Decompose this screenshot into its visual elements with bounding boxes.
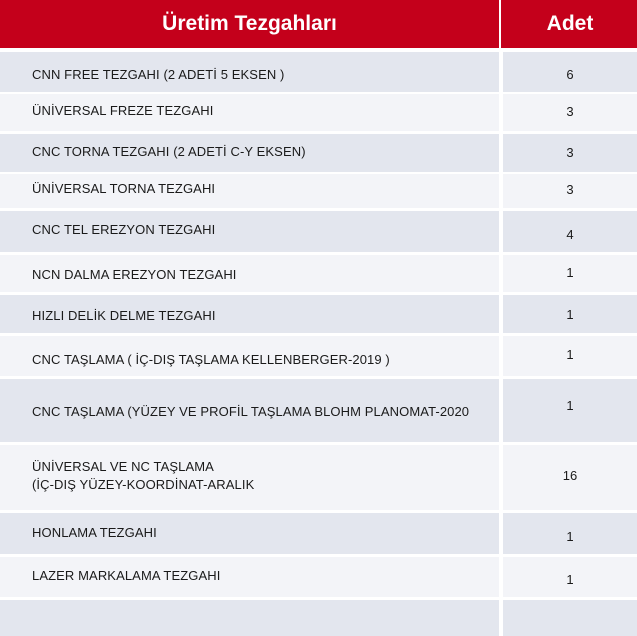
machine-name: CNN FREE TEZGAHI (2 ADETİ 5 EKSEN ): [32, 67, 285, 82]
machine-quantity: 1: [566, 307, 574, 322]
machine-name: HIZLI DELİK DELME TEZGAHI: [32, 308, 216, 323]
table-row: [0, 379, 637, 442]
machine-name-line-2: (İÇ-DIŞ YÜZEY-KOORDİNAT-ARALIK: [32, 477, 255, 492]
machine-name: NCN DALMA EREZYON TEZGAHI: [32, 267, 237, 282]
machine-name: CNC TAŞLAMA ( İÇ-DIŞ TAŞLAMA KELLENBERGER-2019 ): [32, 352, 390, 367]
table-row: [0, 134, 637, 172]
table-row: [0, 336, 637, 376]
machine-quantity: 1: [566, 398, 574, 413]
machine-quantity: 1: [566, 347, 574, 362]
machine-quantity: 6: [566, 67, 574, 82]
table-row: [0, 255, 637, 292]
machine-name: ÜNİVERSAL FREZE TEZGAHI: [32, 103, 214, 118]
machine-name: HONLAMA TEZGAHI: [32, 525, 157, 540]
machine-quantity: 4: [566, 227, 574, 242]
table-row: [0, 600, 637, 636]
machine-quantity: 3: [566, 182, 574, 197]
machine-name: ÜNİVERSAL TORNA TEZGAHI: [32, 181, 216, 196]
table-row: [0, 174, 637, 208]
machine-quantity: 1: [566, 265, 574, 280]
header-quantity: Adet: [546, 12, 594, 35]
machine-name: ÜNİVERSAL VE NC TAŞLAMA: [32, 459, 214, 474]
table-row: [0, 211, 637, 252]
machine-name: CNC TEL EREZYON TEZGAHI: [32, 222, 216, 237]
table-row: [0, 445, 637, 510]
table-row: [0, 52, 637, 92]
machine-name: CNC TAŞLAMA (YÜZEY VE PROFİL TAŞLAMA BLOHM PLANOMAT-2020: [32, 404, 470, 419]
table-row: [0, 295, 637, 333]
machine-name: LAZER MARKALAMA TEZGAHI: [32, 568, 221, 583]
table-header: [0, 0, 637, 48]
table-row: [0, 513, 637, 554]
machine-quantity: 1: [566, 529, 574, 544]
machine-quantity: 3: [566, 104, 574, 119]
machine-quantity: 3: [566, 145, 574, 160]
machine-quantity: 1: [566, 572, 574, 587]
table-row: [0, 94, 637, 131]
machine-quantity: 16: [562, 468, 578, 483]
table-row: [0, 557, 637, 597]
header-machines: Üretim Tezgahları: [0, 0, 501, 48]
machine-name: CNC TORNA TEZGAHI (2 ADETİ C-Y EKSEN): [32, 144, 306, 159]
